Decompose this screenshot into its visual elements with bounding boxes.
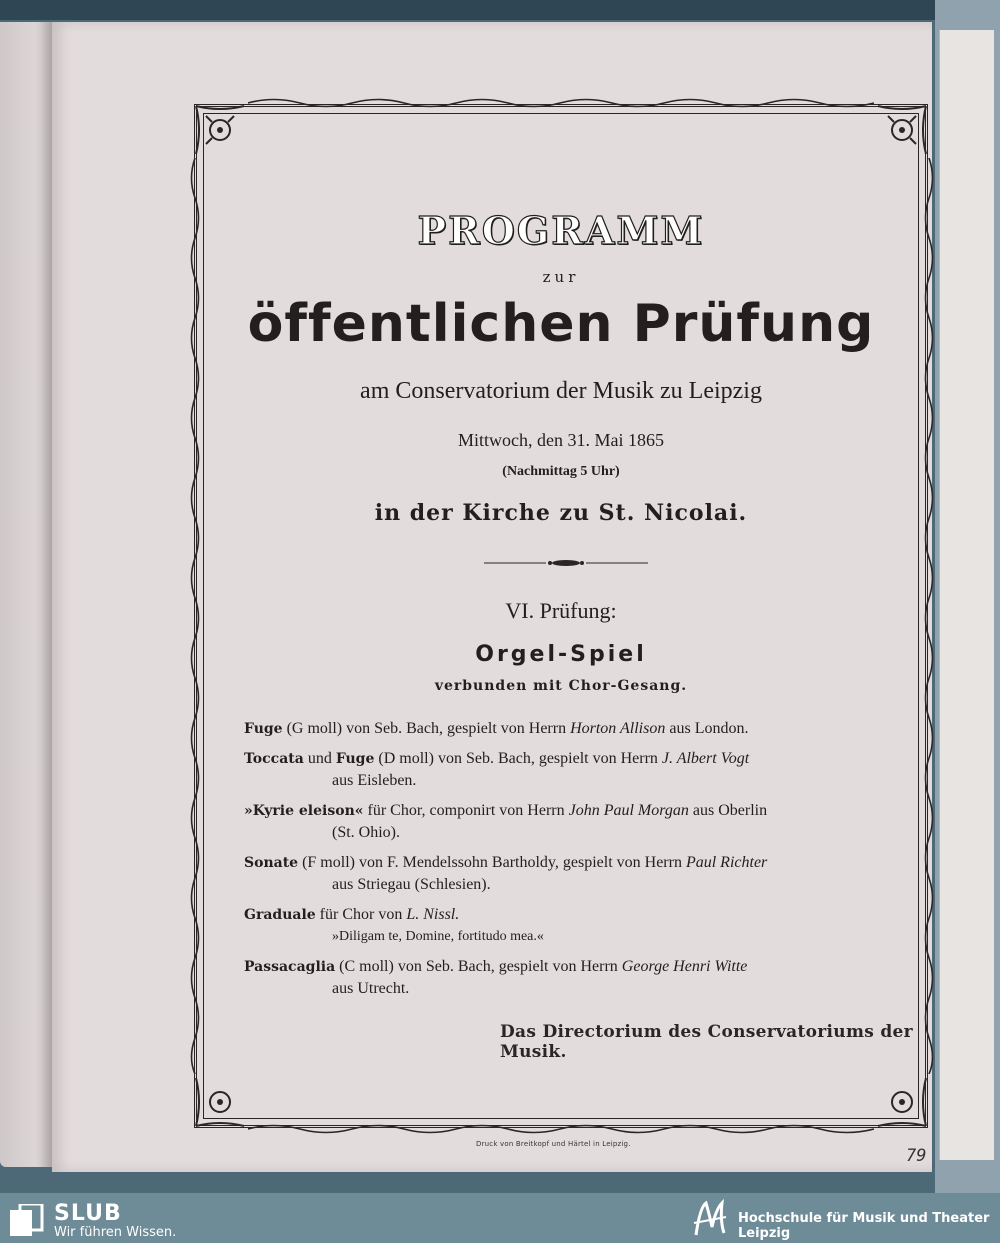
scan-top-band	[0, 0, 1000, 20]
list-item: Graduale für Chor von L. Nissl. »Diligam te, Domine, fortitudo mea.«	[244, 906, 544, 944]
document-content	[202, 104, 920, 1128]
scan-right-strip	[935, 0, 1000, 1193]
exam-heading: VI. Prüfung:	[505, 598, 617, 623]
left-vine-ornament	[188, 158, 202, 1074]
document-page	[52, 22, 932, 1172]
next-page-edge	[939, 30, 994, 1160]
left-page-edge	[0, 22, 58, 1167]
list-item: Passacaglia (C moll) von Seb. Bach, gespielt von Herrn George Henri Witte aus Utrecht.	[244, 958, 748, 997]
signature-line: Das Directorium des Conservatoriums der Musik.	[500, 1022, 913, 1062]
divider-ornament	[484, 558, 648, 568]
hmt-logo-icon[interactable]	[690, 1197, 730, 1239]
footer-bar	[0, 1193, 1000, 1243]
right-vine-ornament	[922, 158, 936, 1074]
time-line: (Nachmittag 5 Uhr)	[502, 464, 620, 479]
list-item: Fuge (G moll) von Seb. Bach, gespielt von Herrn Horton Allison aus London.	[244, 720, 749, 737]
slub-tagline: Wir führen Wissen.	[54, 1225, 177, 1240]
title-connector: zur	[542, 268, 580, 286]
document-title: PROGRAMM	[417, 208, 705, 253]
list-item: Toccata und Fuge (D moll) von Seb. Bach, gespielt von Herrn J. Albert Vogt aus Eisleben.	[244, 750, 750, 789]
place-line: in der Kirche zu St. Nicolai.	[374, 500, 748, 526]
list-item: Sonate (F moll) von F. Mendelssohn Bartholdy, gespielt von Herrn Paul Richter aus Striegau (Schlesien).	[244, 854, 768, 893]
slub-name[interactable]: SLUB	[54, 1201, 122, 1226]
institution-line: am Conservatorium der Musik zu Leipzig	[360, 378, 762, 404]
section-subheading: verbunden mit Chor-Gesang.	[434, 678, 688, 694]
hmt-name[interactable]: Hochschule für Musik und Theater Leipzig	[738, 1211, 990, 1241]
program-list	[244, 718, 884, 1008]
slub-logo-icon[interactable]	[10, 1204, 44, 1236]
section-heading: Orgel-Spiel	[475, 642, 647, 667]
printer-imprint: Druck von Breitkopf und Härtel in Leipzig.	[476, 1140, 631, 1148]
list-item: »Kyrie eleison« für Chor, componirt von Herrn John Paul Morgan aus Oberlin (St. Ohio).	[244, 802, 768, 841]
page-number: 79	[906, 1146, 927, 1166]
main-title: öffentlichen Prüfung	[247, 294, 875, 354]
date-line: Mittwoch, den 31. Mai 1865	[458, 430, 664, 450]
